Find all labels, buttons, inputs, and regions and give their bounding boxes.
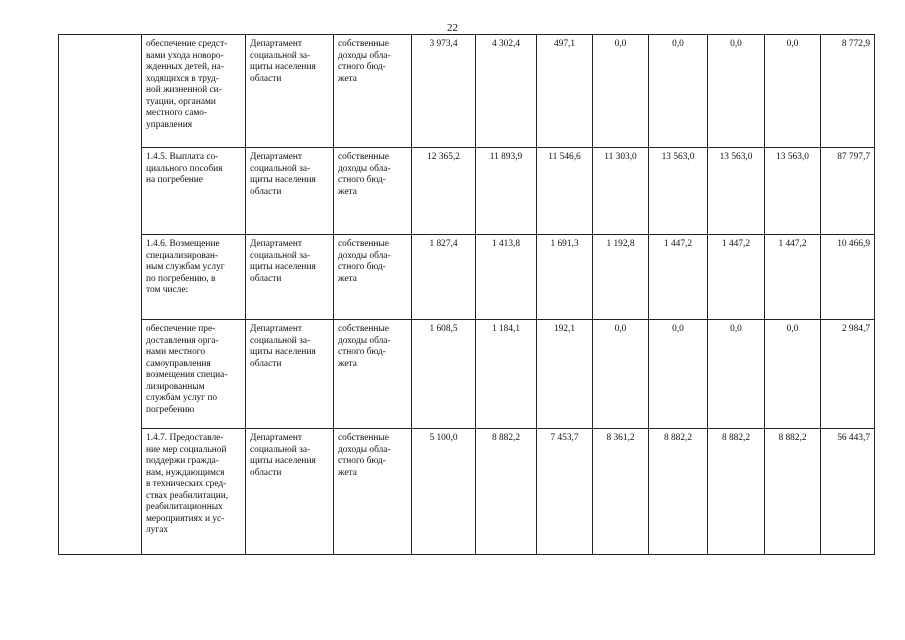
value-cell: 0,0 <box>765 35 821 148</box>
funding-source-cell: собственные доходы обла- стного бюд- жета <box>334 35 412 148</box>
executor-cell: Департамент социальной за- щиты населения области <box>246 235 334 320</box>
value-cell: 0,0 <box>765 320 821 429</box>
value-cell: 0,0 <box>708 35 765 148</box>
funding-source-cell: собственные доходы обла- стного бюд- жета <box>334 320 412 429</box>
value-cell: 1 413,8 <box>476 235 537 320</box>
value-cell: 1 827,4 <box>412 235 476 320</box>
value-cell: 1 447,2 <box>649 235 708 320</box>
value-cell: 0,0 <box>649 35 708 148</box>
value-cell: 1 608,5 <box>412 320 476 429</box>
table-row <box>59 429 875 555</box>
value-cell: 7 453,7 <box>537 429 593 555</box>
funding-source-cell: собственные доходы обла- стного бюд- жета <box>334 429 412 555</box>
value-cell: 13 563,0 <box>649 148 708 235</box>
value-cell: 11 893,9 <box>476 148 537 235</box>
executor-cell: Департамент социальной за- щиты населения области <box>246 35 334 148</box>
table-row <box>59 320 875 429</box>
blank-column-cell <box>59 35 142 555</box>
value-cell: 1 192,8 <box>593 235 649 320</box>
budget-table <box>58 34 875 555</box>
measure-name-cell: 1.4.6. Возмещение специализирован- ным службам услуг по погребению, в том числе: <box>142 235 246 320</box>
value-cell: 0,0 <box>708 320 765 429</box>
value-cell: 13 563,0 <box>708 148 765 235</box>
value-cell: 11 303,0 <box>593 148 649 235</box>
table-row <box>59 148 875 235</box>
table-row <box>59 35 875 148</box>
total-cell: 87 797,7 <box>821 148 875 235</box>
value-cell: 192,1 <box>537 320 593 429</box>
value-cell: 1 447,2 <box>708 235 765 320</box>
total-cell: 10 466,9 <box>821 235 875 320</box>
value-cell: 497,1 <box>537 35 593 148</box>
value-cell: 5 100,0 <box>412 429 476 555</box>
value-cell: 1 691,3 <box>537 235 593 320</box>
value-cell: 4 302,4 <box>476 35 537 148</box>
funding-source-cell: собственные доходы обла- стного бюд- жета <box>334 235 412 320</box>
value-cell: 1 184,1 <box>476 320 537 429</box>
value-cell: 13 563,0 <box>765 148 821 235</box>
executor-cell: Департамент социальной за- щиты населения области <box>246 429 334 555</box>
value-cell: 8 882,2 <box>708 429 765 555</box>
value-cell: 8 361,2 <box>593 429 649 555</box>
table-row <box>59 235 875 320</box>
page-number: 22 <box>447 22 458 34</box>
value-cell: 8 882,2 <box>476 429 537 555</box>
total-cell: 8 772,9 <box>821 35 875 148</box>
total-cell: 2 984,7 <box>821 320 875 429</box>
executor-cell: Департамент социальной за- щиты населения области <box>246 148 334 235</box>
value-cell: 3 973,4 <box>412 35 476 148</box>
measure-name-cell: обеспечение пре- доставления орга- нами местного самоуправления возмещения специа- лизированным службам услуг по погребению <box>142 320 246 429</box>
value-cell: 8 882,2 <box>765 429 821 555</box>
value-cell: 0,0 <box>593 35 649 148</box>
measure-name-cell: обеспечение средст- вами ухода новоро- жденных детей, на- ходящихся в труд- ной жизненной си- туации, органами местного само- управления <box>142 35 246 148</box>
measure-name-cell: 1.4.5. Выплата со- циального пособия на погребение <box>142 148 246 235</box>
funding-source-cell: собственные доходы обла- стного бюд- жета <box>334 148 412 235</box>
value-cell: 11 546,6 <box>537 148 593 235</box>
value-cell: 0,0 <box>593 320 649 429</box>
value-cell: 8 882,2 <box>649 429 708 555</box>
value-cell: 1 447,2 <box>765 235 821 320</box>
value-cell: 0,0 <box>649 320 708 429</box>
value-cell: 12 365,2 <box>412 148 476 235</box>
measure-name-cell: 1.4.7. Предоставле- ние мер социальной поддержи гражда- нам, нуждающимся в технических сред- ствах реабилитации, реабилитационных мероприятиях и ус- лугах <box>142 429 246 555</box>
executor-cell: Департамент социальной за- щиты населения области <box>246 320 334 429</box>
total-cell: 56 443,7 <box>821 429 875 555</box>
